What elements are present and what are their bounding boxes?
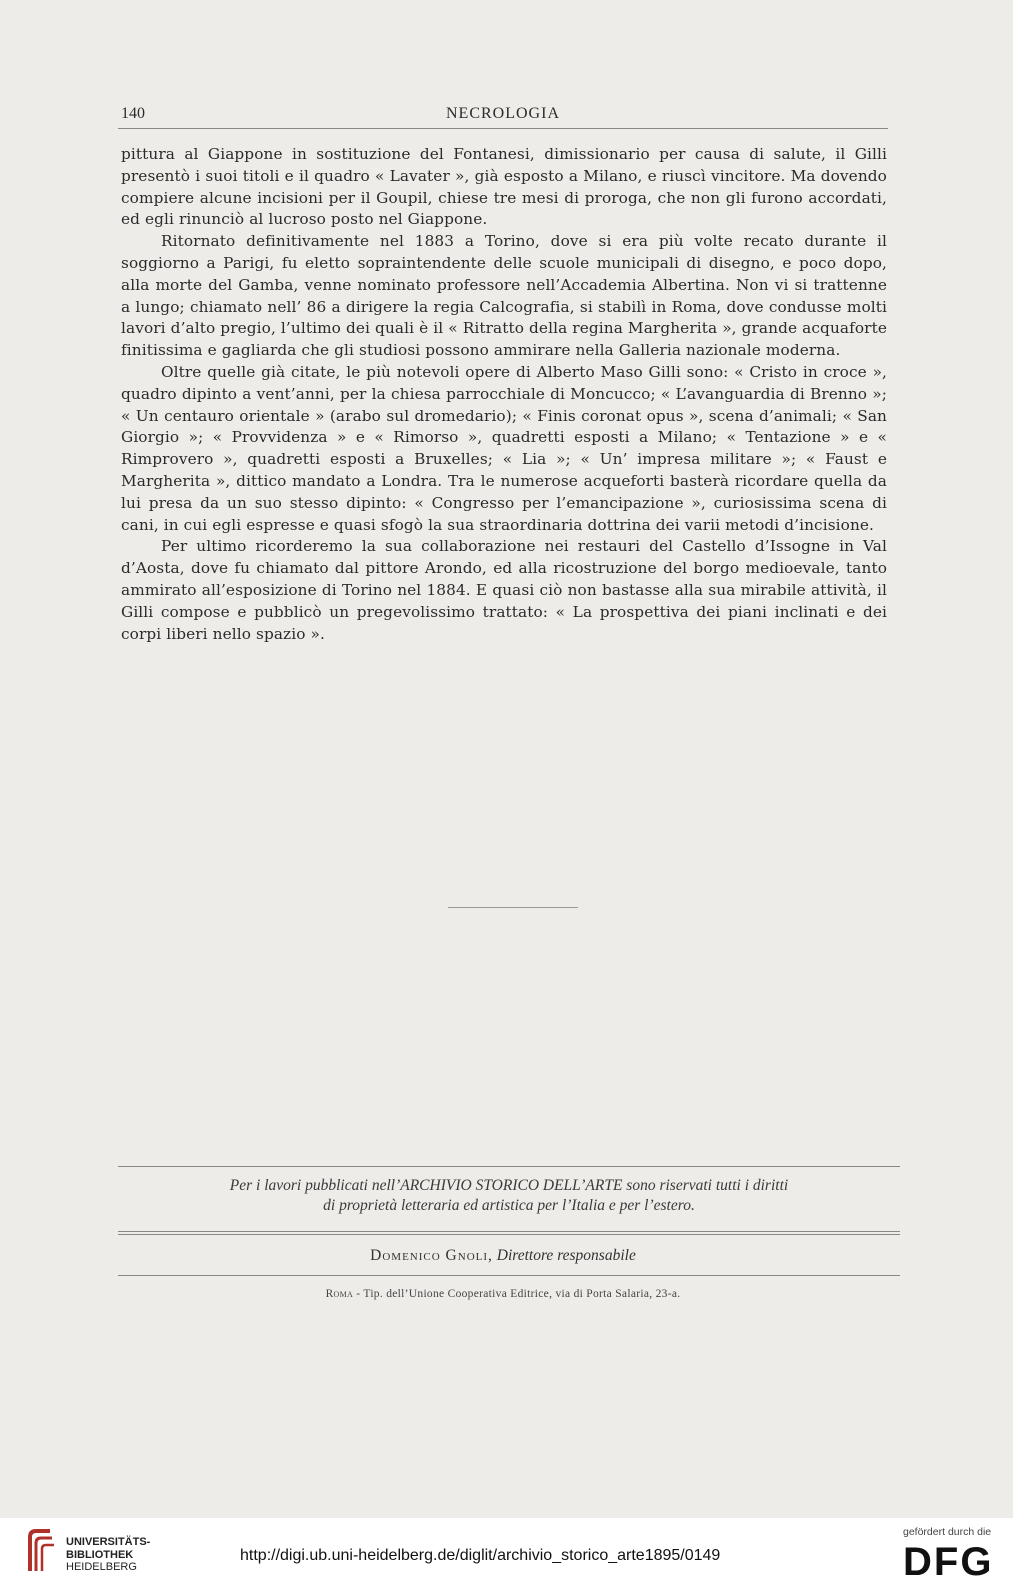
page-number: 140	[121, 105, 145, 122]
director-rule	[118, 1275, 900, 1276]
library-line-3: HEIDELBERG	[66, 1561, 137, 1573]
director-name: Domenico Gnoli,	[370, 1247, 493, 1264]
library-line-2: BIBLIOTHEK	[66, 1548, 134, 1561]
paragraph: pittura al Giappone in sostituzione del Fontanesi, dimissionario per causa di salute, il Gilli presentò i suoi titoli e il quadro « Lavater », già esposto a Milano, e riuscì vincitore. Ma dovendo compiere alcune incisioni per il Goupil, chiese tre mesi di proroga, che non gli furono accordati, ed egli rinunciò al lucroso posto nel Giappone.	[121, 145, 887, 229]
printer-imprint	[118, 1288, 888, 1300]
rights-notice-line1: Per i lavori pubblicati nell’ARCHIVIO STORICO DELL’ARTE sono riservati tutti i diritti	[229, 1177, 789, 1194]
library-line-1: UNIVERSITÄTS-	[66, 1536, 151, 1548]
footer-top-rule	[118, 1166, 900, 1167]
paragraph: Per ultimo ricorderemo la sua collaborazione nei restauri del Castello d’Issogne in Val d’Aosta, dove fu chiamato dal pittore Arondo, ed alla ricostruzione del borgo medioevale, tanto ammirato all’esposizione di Torino nel 1884. E quasi ciò non bastasse alla sua mirabile attività, il Gilli compose e pubblicò un pregevolissimo trattato: « La prospettiva dei piani inclinati e dei corpi liberi nello spazio ».	[121, 537, 887, 643]
paragraph: Oltre quelle già citate, le più notevoli opere di Alberto Maso Gilli sono: « Cristo in croce », quadro dipinto a vent’anni, per la chiesa parrocchiale di Moncucco; « L’avanguardia di Brenno »; « Un centauro orientale » (arabo sul dromedario); « Finis coronat opus », scena d’animali; « San Giorgio »; « Provvidenza » e « Rimorso », quadretti esposti a Milano; « Tentazione » e « Rimprovero », quadretti esposti a Bruxelles; « Lia »; « Un’ impresa militare »; « Faust e Margherita », dittico mandato a Londra. Tra le numerose acqueforti basterà ricordare quella da lui presa da un suo stesso dipinto: « Congresso per l’emancipazione », curiosissima scena di cani, in cui egli espresse e quasi sfogò la sua straordinaria dottrina dei varii metodi d’incisione.	[121, 362, 887, 534]
paragraph: Ritornato definitivamente nel 1883 a Torino, dove si era più volte recato durante il soggiorno a Parigi, fu eletto sopraintendente delle scuole municipali di disegno, e poco dopo, alla morte del Gamba, venne nominato professore nell’Accademia Albertina. Non vi si trattenne a lungo; chiamato nell’ 86 a dirigere la regia Calcografia, si stabilì in Roma, dove condusse molti lavori d’alto pregio, l’ultimo dei quali è il « Ritratto della regina Margherita », grande acquaforte finitissima e gagliarda che gli studiosi possono ammirare nella Galleria nazionale moderna.	[121, 232, 887, 360]
director-line	[118, 1247, 888, 1265]
running-title: NECROLOGIA	[446, 105, 560, 122]
footer-double-rule-top	[118, 1231, 900, 1232]
dfg-logo: DFG	[903, 1540, 994, 1584]
printer-city: Roma	[325, 1288, 354, 1300]
funding-label: gefördert durch die	[903, 1526, 992, 1538]
footer-double-rule-bottom	[118, 1234, 900, 1235]
end-of-article-rule	[448, 907, 578, 908]
library-logo-icon	[22, 1527, 58, 1577]
digitization-bar	[0, 1518, 1013, 1591]
library-name	[66, 1536, 150, 1574]
rights-notice-line2: di proprietà letteraria ed artistica per l’Italia e per l’estero.	[323, 1197, 695, 1214]
director-role: Direttore responsabile	[496, 1247, 636, 1264]
permalink-url[interactable]: http://digi.ub.uni-heidelberg.de/diglit/archivio_storico_arte1895/0149	[240, 1547, 721, 1564]
article-body	[121, 144, 887, 645]
printer-text: - Tip. dell’Unione Cooperativa Editrice, via di Porta Salaria, 23-a.	[353, 1288, 681, 1300]
page-header	[118, 101, 888, 125]
rights-notice	[118, 1176, 900, 1216]
header-rule	[118, 128, 888, 129]
